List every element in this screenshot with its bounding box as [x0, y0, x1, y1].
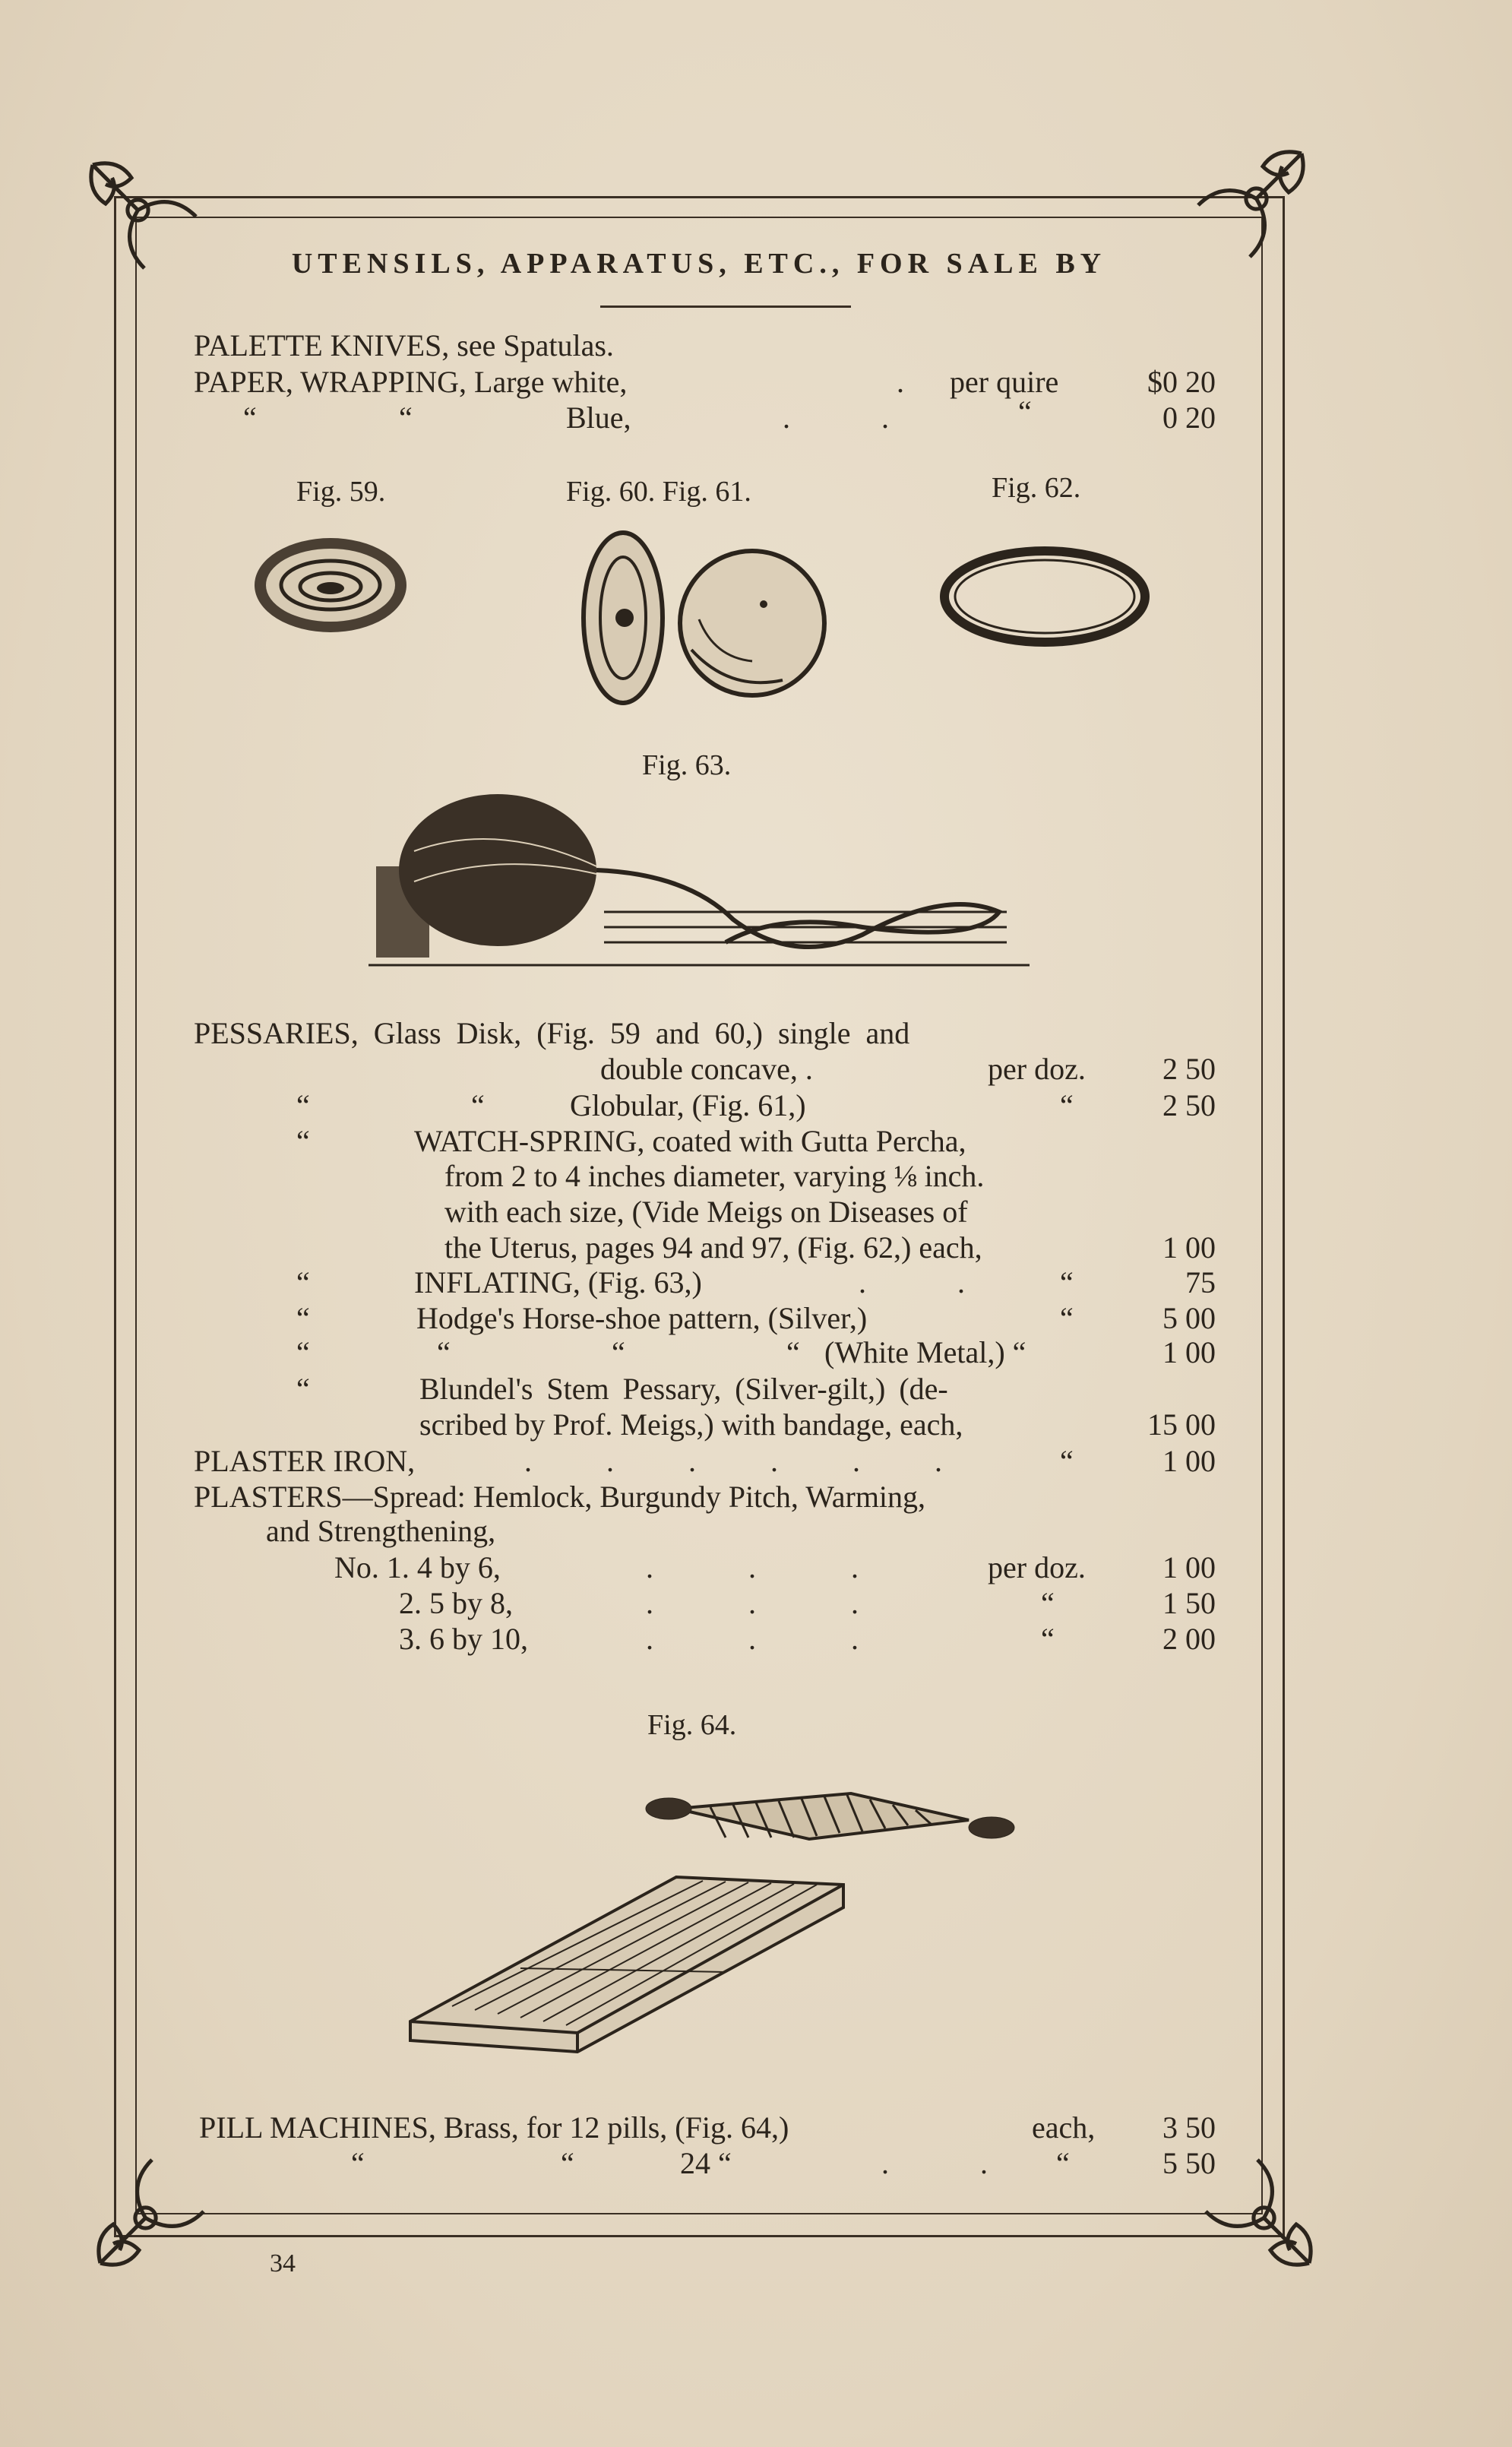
price: 2 50 [1162, 1088, 1216, 1122]
unit-label: each, [1032, 2110, 1096, 2145]
figure-caption: Fig. 63. [642, 749, 732, 781]
price: 2 50 [1162, 1052, 1216, 1086]
figure-caption: Fig. 64. [647, 1709, 737, 1741]
entry-pessaries-white-metal: (White Metal,) “ [824, 1335, 1026, 1369]
entry-continuation: with each size, (Vide Meigs on Diseases of [444, 1195, 968, 1229]
ditto-mark: “ [1060, 1301, 1074, 1335]
price: 1 00 [1162, 1335, 1216, 1369]
pill-machine-illustration [406, 1778, 1030, 2059]
entry-plaster-no3: 3. 6 by 10, [399, 1622, 528, 1656]
glass-disk-pessary-illustration [251, 532, 410, 638]
ditto-mark: “ [1018, 394, 1032, 429]
ditto-mark: “ [1060, 1444, 1074, 1478]
ditto-mark: “ [296, 1088, 310, 1122]
ditto-mark: “ [1060, 1088, 1074, 1122]
entry-palette-knives: PALETTE KNIVES, see Spatulas. [194, 328, 614, 362]
ditto-mark: “ [1041, 1586, 1055, 1620]
price: 5 00 [1162, 1301, 1216, 1335]
leader-dots: . . [881, 2146, 988, 2180]
ditto-mark: “ [1041, 1622, 1055, 1656]
price: 1 50 [1162, 1586, 1216, 1620]
entry-continuation: and Strengthening, [266, 1514, 496, 1548]
entry-plaster-iron: PLASTER IRON, [194, 1444, 416, 1478]
ditto-mark: “ [1060, 1265, 1074, 1299]
unit-label: per doz. [988, 1052, 1086, 1086]
corner-ornament-icon [87, 2147, 217, 2276]
globular-pessary-illustration [577, 528, 836, 711]
figure-caption: Fig. 60. Fig. 61. [566, 476, 751, 508]
leader-dots: . . . [646, 1622, 859, 1656]
figure-caption: Fig. 59. [296, 476, 386, 508]
entry-plasters-spread: PLASTERS—Spread: Hemlock, Burgundy Pitch, Warming, [194, 1480, 926, 1514]
price: 1 00 [1162, 1230, 1216, 1265]
price: $0 20 [1147, 365, 1216, 399]
entry-plaster-no2: 2. 5 by 8, [399, 1586, 513, 1620]
entry-continuation: from 2 to 4 inches diameter, varying ⅛ inch. [444, 1159, 985, 1193]
entry-paper-blue: Blue, [566, 400, 631, 435]
page-number: 34 [270, 2249, 296, 2278]
leader-dots: . . [783, 400, 889, 435]
entry-pessaries-globular: Globular, (Fig. 61,) [570, 1088, 806, 1122]
entry-plaster-no1: No. 1. 4 by 6, [334, 1550, 501, 1584]
ditto-mark: “ [399, 400, 413, 435]
page-header: UTENSILS, APPARATUS, ETC., FOR SALE BY [291, 248, 1107, 280]
entry-continuation: the Uterus, pages 94 and 97, (Fig. 62,) each, [444, 1230, 982, 1265]
price: 5 50 [1162, 2146, 1216, 2180]
entry-pessaries-glass-disk: PESSARIES, Glass Disk, (Fig. 59 and 60,) single and [194, 1016, 910, 1050]
leader-dots: . . . [646, 1586, 859, 1620]
entry-pessaries-blundel: Blundel's Stem Pessary, (Silver-gilt,) (de- [419, 1372, 948, 1406]
entry-pill-machines-24: 24 “ [680, 2146, 732, 2180]
price: 1 00 [1162, 1444, 1216, 1478]
entry-continuation: scribed by Prof. Meigs,) with bandage, each, [419, 1407, 963, 1442]
figure-caption: Fig. 62. [992, 472, 1081, 504]
entry-pill-machines: PILL MACHINES, Brass, for 12 pills, (Fig. 64,) [199, 2110, 789, 2145]
ditto-mark: “ [296, 1301, 310, 1335]
entry-continuation: double concave, . [600, 1052, 813, 1086]
price: 3 50 [1162, 2110, 1216, 2145]
ditto-mark: “ [1056, 2146, 1070, 2180]
inflating-pessary-illustration [369, 790, 1030, 980]
ditto-mark: “ [351, 2146, 365, 2180]
price: 15 00 [1147, 1407, 1216, 1442]
price: 1 00 [1162, 1550, 1216, 1584]
ditto-mark: “ [243, 400, 257, 435]
ditto-mark: “ [471, 1088, 485, 1122]
header-rule [600, 305, 851, 308]
unit-label: per doz. [988, 1550, 1086, 1584]
entry-paper-wrapping: PAPER, WRAPPING, Large white, [194, 365, 628, 399]
leader-dots: . [897, 365, 904, 399]
leader-dots: . . . . . . [524, 1444, 942, 1478]
price: 75 [1185, 1265, 1216, 1299]
entry-pessaries-watch-spring: WATCH-SPRING, coated with Gutta Percha, [414, 1124, 966, 1158]
ditto-mark: “ [437, 1335, 451, 1369]
ditto-mark: “ [296, 1372, 310, 1406]
ditto-mark: “ [561, 2146, 574, 2180]
price: 2 00 [1162, 1622, 1216, 1656]
price: 0 20 [1162, 400, 1216, 435]
unit-label: per quire [950, 365, 1059, 399]
watch-spring-pessary-illustration [938, 543, 1151, 650]
entry-pessaries-inflating: INFLATING, (Fig. 63,) [414, 1265, 702, 1299]
entry-pessaries-hodge: Hodge's Horse-shoe pattern, (Silver,) [416, 1301, 868, 1335]
leader-dots: . . [859, 1265, 965, 1299]
ditto-mark: “ [786, 1335, 800, 1369]
ditto-mark: “ [296, 1124, 310, 1158]
ditto-mark: “ [296, 1335, 310, 1369]
ditto-mark: “ [612, 1335, 625, 1369]
leader-dots: . . . [646, 1550, 859, 1584]
ditto-mark: “ [296, 1265, 310, 1299]
